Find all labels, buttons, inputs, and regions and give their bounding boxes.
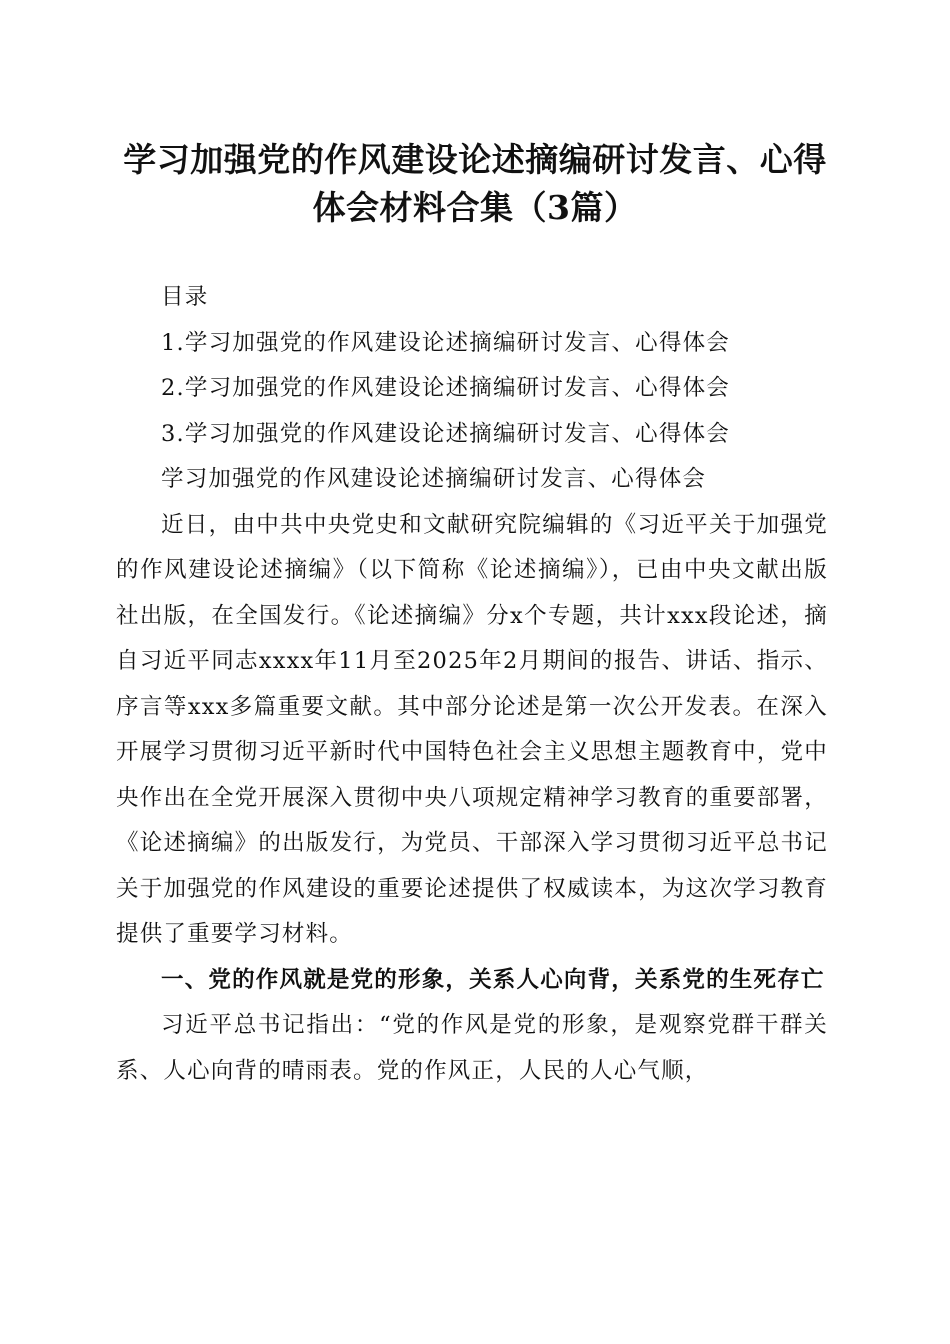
document-title: 学习加强党的作风建设论述摘编研讨发言、心得体会材料合集（3篇） xyxy=(123,140,827,227)
section-heading: 一、党的作风就是党的形象，关系人心向背，关系党的生死存亡 xyxy=(161,966,825,993)
toc-item: 3.学习加强党的作风建设论述摘编研讨发言、心得体会 xyxy=(161,420,730,447)
body-paragraph: 习近平总书记指出：“党的作风是党的形象，是观察党群干群关系、人心向背的晴雨表。党的作风正，人民的人心气顺， xyxy=(116,1012,828,1084)
body-paragraph: 近日，由中共中央党史和文献研究院编辑的《习近平关于加强党的作风建设论述摘编》（以下简称《论述摘编》），已由中央文献出版社出版，在全国发行。《论述摘编》分x个专题，共计xxx段论述，摘自习近平同志xxxx年11月至2025年2月期间的报告、讲话、指示、序言等xxx多篇重要文献。其中部分论述是第一次公开发表。在深入开展学习贯彻习近平新时代中国特色社会主义思想主题教育中，党中央作出在全党开展深入贯彻中央八项规定精神学习教育的重要部署，《论述摘编》的出版发行，为党员、干部深入学习贯彻习近平总书记关于加强党的作风建设的重要论述提供了权威读本，为这次学习教育提供了重要学习材料。 xyxy=(116,511,828,947)
article-title: 学习加强党的作风建设论述摘编研讨发言、心得体会 xyxy=(161,466,707,492)
toc-heading: 目录 xyxy=(161,284,209,310)
toc-item: 1.学习加强党的作风建设论述摘编研讨发言、心得体会 xyxy=(161,329,730,356)
toc-item: 2.学习加强党的作风建设论述摘编研讨发言、心得体会 xyxy=(161,375,730,401)
document-body xyxy=(116,275,828,1094)
